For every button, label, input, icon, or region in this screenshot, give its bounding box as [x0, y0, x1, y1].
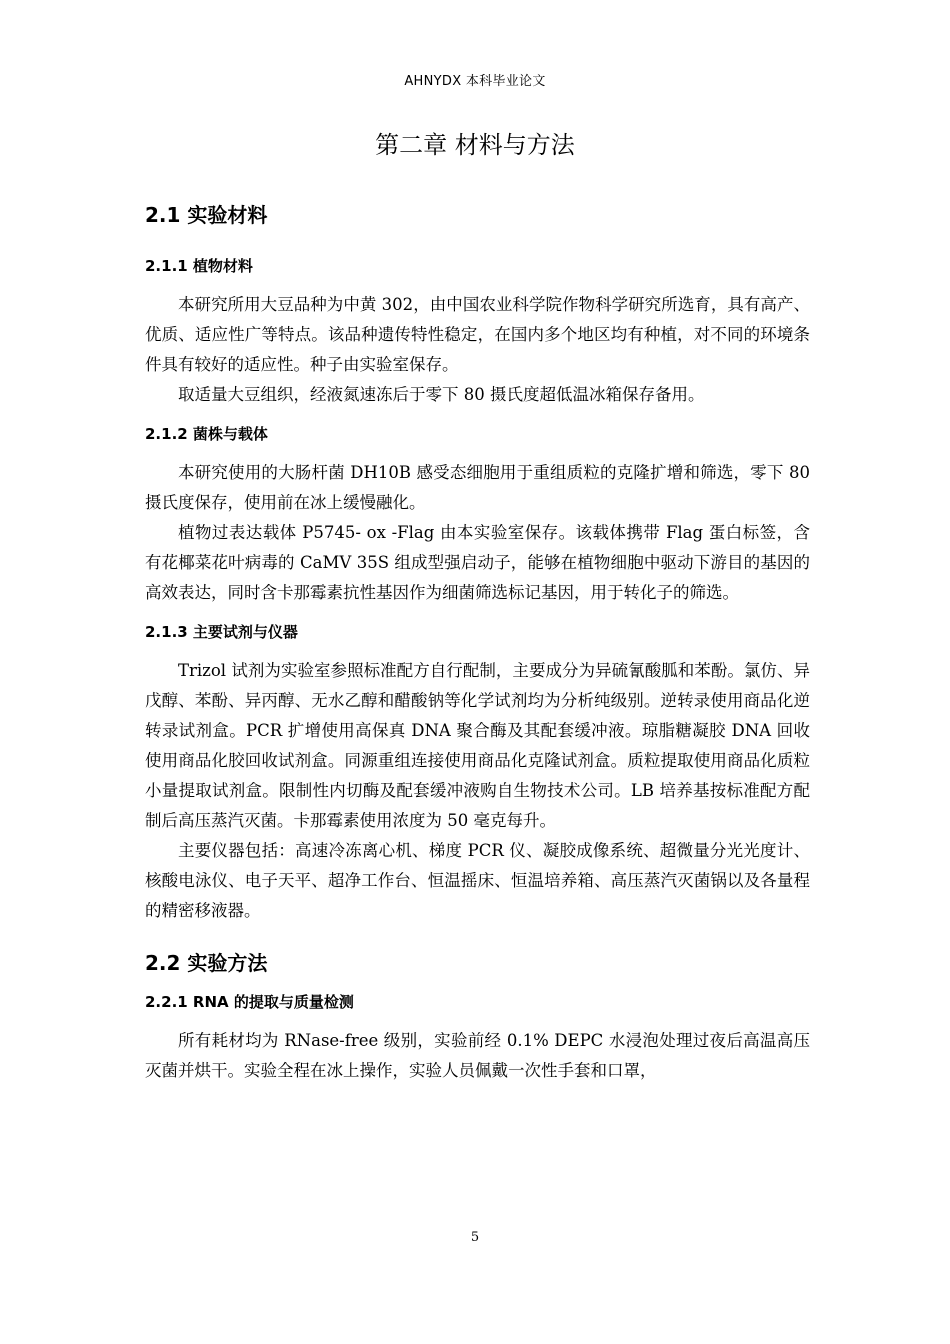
paragraph: 本研究所用大豆品种为中黄 302，由中国农业科学院作物科学研究所选育，具有高产、优质、适应性广等特点。该品种遗传特性稳定，在国内多个地区均有种植，对不同的环境条件具有较好的适应性。种子由实验室保存。 [145, 295, 810, 374]
paragraph: Trizol 试剂为实验室参照标准配方自行配制，主要成分为异硫氰酸胍和苯酚。氯仿、异戊醇、苯酚、异丙醇、无水乙醇和醋酸钠等化学试剂均为分析纯级别。逆转录使用商品化逆转录试剂盒。PCR 扩增使用高保真 DNA 聚合酶及其配套缓冲液。琼脂糖凝胶 DNA 回收使用商品化胶回收试剂盒。同源重组连接使用商品化克隆试剂盒。质粒提取使用商品化质粒小量提取试剂盒。限制性内切酶及配套缓冲液购自生物技术公司。LB 培养基按标准配方配制后高压蒸汽灭菌。卡那霉素使用浓度为 50 毫克每升。 [145, 661, 810, 830]
paragraph: 取适量大豆组织，经液氮速冻后于零下 80 摄氏度超低温冰箱保存备用。 [178, 385, 705, 404]
subsection-heading-2-1-1: 2.1.1 植物材料 [145, 257, 253, 275]
paragraph: 植物过表达载体 P5745- ox -Flag 由本实验室保存。该载体携带 Flag 蛋白标签，含有花椰菜花叶病毒的 CaMV 35S 组成型强启动子，能够在植物细胞中驱动下游目的基因的高效表达，同时含卡那霉素抗性基因作为细菌筛选标记基因，用于转化子的筛选。 [145, 523, 810, 602]
running-header: AHNYDX 本科毕业论文 [404, 74, 546, 89]
section-heading-2-1: 2.1 实验材料 [145, 203, 268, 227]
subsection-heading-2-1-3: 2.1.3 主要试剂与仪器 [145, 623, 298, 641]
paragraph: 本研究使用的大肠杆菌 DH10B 感受态细胞用于重组质粒的克隆扩增和筛选，零下 80 摄氏度保存，使用前在冰上缓慢融化。 [145, 463, 810, 512]
body-content [145, 200, 810, 1086]
page-number: 5 [470, 1230, 480, 1245]
subsection-heading-2-1-2: 2.1.2 菌株与载体 [145, 425, 268, 443]
paragraph: 所有耗材均为 RNase-free 级别，实验前经 0.1% DEPC 水浸泡处理过夜后高温高压灭菌并烘干。实验全程在冰上操作，实验人员佩戴一次性手套和口罩， [145, 1031, 810, 1080]
subsection-heading-2-2-1: 2.2.1 RNA 的提取与质量检测 [145, 993, 354, 1011]
chapter-title: 第二章 材料与方法 [375, 131, 575, 159]
paragraph: 主要仪器包括：高速冷冻离心机、梯度 PCR 仪、凝胶成像系统、超微量分光光度计、核酸电泳仪、电子天平、超净工作台、恒温摇床、恒温培养箱、高压蒸汽灭菌锅以及各量程的精密移液器。 [145, 841, 810, 920]
section-heading-2-2: 2.2 实验方法 [145, 951, 268, 975]
